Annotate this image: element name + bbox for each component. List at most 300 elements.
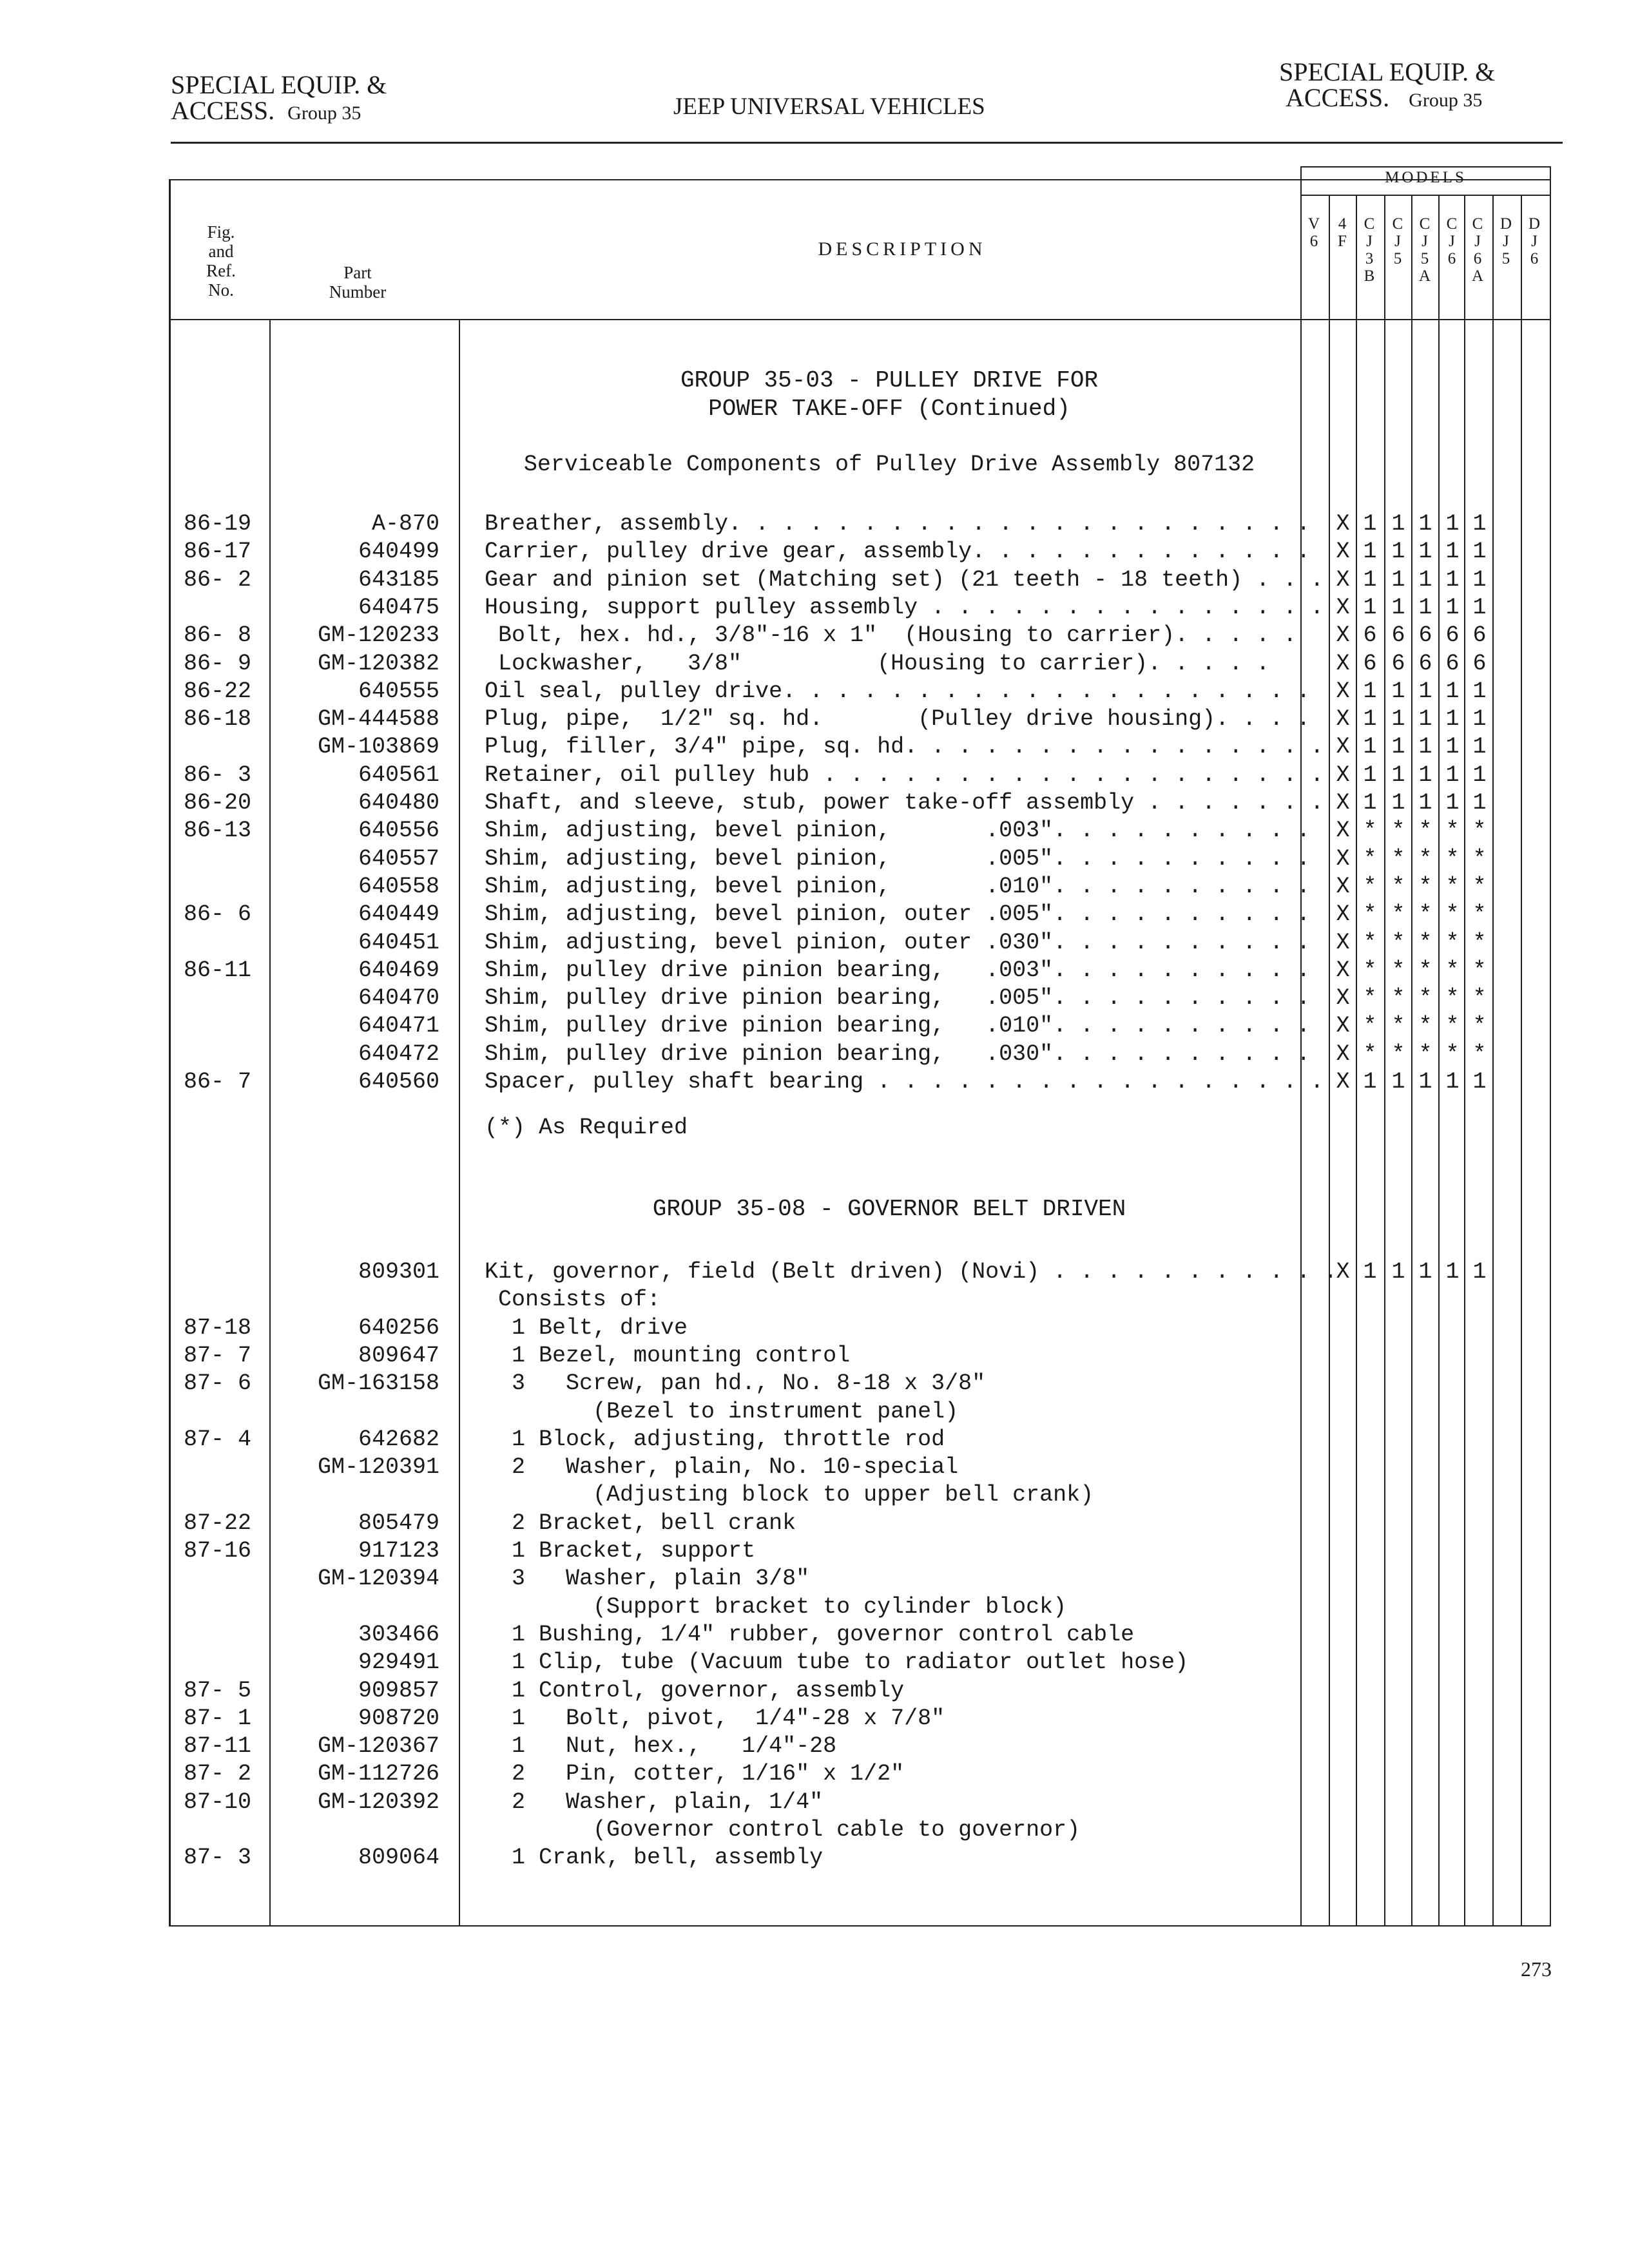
model-qty: * [1363,901,1377,928]
table-row [0,1843,1629,1872]
table-row [0,872,1629,901]
model-qty: * [1391,845,1405,872]
table-row [0,566,1629,594]
part-number: 640480 [358,790,439,816]
model-label: C J 3 B [1364,215,1375,285]
model-qty: * [1445,901,1460,928]
description: 1 Bolt, pivot, 1/4"-28 x 7/8" [485,1705,945,1731]
model-qty: 1 [1363,678,1377,704]
model-label: V 6 [1307,215,1320,250]
model-qty: 1 [1472,594,1487,620]
part-number: 809301 [358,1259,439,1285]
description: Plug, filler, 3/4" pipe, sq. hd. . . . . . . . . . . . . . . . [485,734,1324,760]
table-row [0,733,1629,761]
model-qty: 1 [1472,790,1487,816]
model-qty: 1 [1363,1259,1377,1285]
table-row [0,984,1629,1012]
model-qty: * [1418,1041,1432,1067]
model-qty: * [1391,929,1405,956]
part-number: 640470 [358,985,439,1012]
description: Shim, adjusting, bevel pinion, outer .005". . . . . . . . . . [485,901,1311,928]
part-number: A-870 [371,511,439,537]
model-qty: 1 [1363,762,1377,788]
description: 2 Pin, cotter, 1/16" x 1/2" [485,1761,905,1787]
model-qty: 1 [1363,539,1377,565]
part-number: 640561 [358,762,439,788]
model-qty: 1 [1363,790,1377,816]
part-number: 809647 [358,1342,439,1369]
table-row [0,761,1629,789]
description: Shim, pulley drive pinion bearing, .005". . . . . . . . . . [485,985,1311,1012]
table-row [0,1677,1629,1705]
header-center: JEEP UNIVERSAL VEHICLES [673,93,985,120]
description: (Governor control cable to governor) [485,1817,1081,1843]
part-number: GM-120394 [317,1566,439,1592]
description: 1 Crank, bell, assembly [485,1845,824,1871]
section1-title-line1: GROUP 35-03 - PULLEY DRIVE FOR [680,367,1099,394]
description: Shim, adjusting, bevel pinion, .005". . . . . . . . . . [485,845,1311,872]
model-qty: 1 [1445,594,1460,620]
model-label: D J 6 [1528,215,1541,267]
model-qty: X [1336,1041,1350,1067]
model-qty: X [1336,566,1350,593]
model-qty: 1 [1472,678,1487,704]
model-qty: 1 [1363,594,1377,620]
fig-ref: 86- 3 [184,762,252,788]
model-qty: * [1363,1013,1377,1039]
table-row [0,1341,1629,1370]
model-qty: * [1363,985,1377,1012]
description: Oil seal, pulley drive. . . . . . . . . . . . . . . . . . . . [485,678,1311,704]
table-row [0,1040,1629,1068]
table-row [0,1068,1629,1096]
model-qty: X [1336,957,1350,983]
model-qty: * [1472,901,1487,928]
description: 2 Washer, plain, 1/4" [485,1789,824,1815]
table-row [0,1509,1629,1537]
table-row [0,1285,1629,1314]
fig-ref-heading: Fig. and Ref. No. [206,222,236,300]
model-qty: 1 [1418,706,1432,733]
part-number: 929491 [358,1649,439,1676]
model-qty: * [1472,1041,1487,1067]
table-row [0,1816,1629,1844]
model-qty: X [1336,873,1350,899]
model-qty: 1 [1391,594,1405,620]
part-number: 640560 [358,1069,439,1095]
table-row [0,1648,1629,1677]
table-row [0,1012,1629,1040]
description: Spacer, pulley shaft bearing . . . . . . . . . . . . . . . . . [485,1069,1324,1095]
table-row [0,928,1629,957]
model-label: C J 6 [1446,215,1458,267]
model-qty: 1 [1445,566,1460,593]
description: Plug, pipe, 1/2" sq. hd. (Pulley drive housing). . . . [485,706,1311,733]
fig-ref: 86- 2 [184,566,252,593]
model-qty: 1 [1445,1259,1460,1285]
table-row [0,816,1629,845]
model-qty: 6 [1472,650,1487,677]
description: Lockwasher, 3/8" (Housing to carrier). . . . . [485,650,1270,677]
part-number: 640472 [358,1041,439,1067]
description: 1 Block, adjusting, throttle rod [485,1426,945,1452]
model-qty: 1 [1445,790,1460,816]
model-qty: * [1418,957,1432,983]
model-qty: * [1363,957,1377,983]
part-number: GM-120392 [317,1789,439,1815]
model-qty: 1 [1472,706,1487,733]
model-qty: X [1336,539,1350,565]
model-qty: 1 [1363,511,1377,537]
model-qty: 1 [1391,706,1405,733]
model-qty: * [1445,985,1460,1012]
part-number-heading: Part Number [329,263,387,302]
model-qty: * [1472,873,1487,899]
model-qty: * [1391,901,1405,928]
model-qty: 1 [1363,1069,1377,1095]
model-qty: 1 [1418,1259,1432,1285]
part-number: GM-120382 [317,650,439,677]
model-qty: * [1363,845,1377,872]
model-qty: 6 [1472,622,1487,649]
model-qty: X [1336,762,1350,788]
model-qty: * [1391,1041,1405,1067]
model-qty: 1 [1445,678,1460,704]
fig-ref: 87- 6 [184,1370,252,1397]
model-qty: 6 [1391,622,1405,649]
model-qty: 1 [1445,539,1460,565]
description: 1 Bracket, support [485,1538,756,1564]
description: Shim, pulley drive pinion bearing, .003". . . . . . . . . . [485,957,1311,983]
table-row [0,1760,1629,1788]
table-row [0,537,1629,566]
model-qty: 1 [1472,762,1487,788]
table-row [0,1564,1629,1593]
model-qty: X [1336,1259,1350,1285]
model-label: D J 5 [1499,215,1512,267]
fig-ref: 87-22 [184,1510,252,1536]
model-label: C J 6 A [1471,215,1484,285]
model-qty: * [1418,901,1432,928]
model-qty: X [1336,818,1350,844]
fig-ref: 87- 3 [184,1845,252,1871]
part-number: GM-112726 [317,1761,439,1787]
description: Gear and pinion set (Matching set) (21 teeth - 18 teeth) . . . [485,566,1324,593]
model-qty: * [1391,985,1405,1012]
model-qty: * [1445,845,1460,872]
model-qty: 1 [1391,566,1405,593]
model-qty: 1 [1418,511,1432,537]
model-qty: 1 [1363,734,1377,760]
model-qty: * [1363,873,1377,899]
model-label: 4 F [1338,215,1347,250]
part-number: 908720 [358,1705,439,1731]
description: Shim, adjusting, bevel pinion, outer .030". . . . . . . . . . [485,929,1311,956]
part-number: GM-120367 [317,1733,439,1760]
part-number: 640469 [358,957,439,983]
part-number: GM-444588 [317,706,439,733]
model-qty: * [1418,985,1432,1012]
model-qty: X [1336,734,1350,760]
part-number: 642682 [358,1426,439,1452]
model-qty: X [1336,706,1350,733]
model-qty: X [1336,790,1350,816]
part-number: GM-163158 [317,1370,439,1397]
header-right-line1: SPECIAL EQUIP. & [1279,57,1496,86]
model-qty: 6 [1445,650,1460,677]
fig-ref: 87- 5 [184,1677,252,1704]
description: 2 Washer, plain, No. 10-special [485,1454,959,1481]
description: 1 Nut, hex., 1/4"-28 [485,1733,837,1760]
table-row [0,1425,1629,1454]
part-number: 640558 [358,873,439,899]
fig-ref: 86-19 [184,511,252,537]
model-label: C J 5 [1392,215,1403,267]
table-row [0,1732,1629,1760]
fig-ref: 87- 7 [184,1342,252,1369]
fig-ref: 86-11 [184,957,252,983]
model-qty: 1 [1418,539,1432,565]
table-row [0,621,1629,649]
table-row [0,1593,1629,1621]
model-qty: * [1472,985,1487,1012]
description: Housing, support pulley assembly . . . . . . . . . . . . . . . [485,594,1324,620]
table-row [0,705,1629,733]
part-number: GM-120233 [317,622,439,649]
model-qty: 1 [1391,762,1405,788]
fig-ref: 86-17 [184,539,252,565]
model-qty: * [1445,1013,1460,1039]
part-number: 640499 [358,539,439,565]
description: 3 Washer, plain 3/8" [485,1566,810,1592]
description: 1 Control, governor, assembly [485,1677,905,1704]
model-qty: * [1363,1041,1377,1067]
table-row [0,1314,1629,1342]
description: 1 Clip, tube (Vacuum tube to radiator outlet hose) [485,1649,1189,1676]
table-row [0,845,1629,873]
part-number: 640449 [358,901,439,928]
model-qty: 6 [1418,622,1432,649]
fig-ref: 86-13 [184,818,252,844]
model-qty: 1 [1472,734,1487,760]
model-qty: * [1418,1013,1432,1039]
model-qty: * [1472,818,1487,844]
model-qty: X [1336,1069,1350,1095]
table-row [0,1481,1629,1509]
model-qty: X [1336,901,1350,928]
description: Shim, pulley drive pinion bearing, .010". . . . . . . . . . [485,1013,1311,1039]
table-row [0,1788,1629,1816]
header-rule [171,142,1563,144]
table-row [0,1258,1629,1286]
description: Shim, adjusting, bevel pinion, .010". . . . . . . . . . [485,873,1311,899]
model-qty: X [1336,594,1350,620]
model-qty: X [1336,511,1350,537]
model-qty: X [1336,650,1350,677]
model-qty: 1 [1391,1069,1405,1095]
description: (Bezel to instrument panel) [485,1398,959,1425]
part-number: 303466 [358,1621,439,1648]
model-qty: 1 [1418,566,1432,593]
description: 2 Bracket, bell crank [485,1510,796,1536]
row-rule [169,319,1551,320]
description: Breather, assembly. . . . . . . . . . . . . . . . . . . . . . [485,511,1311,537]
model-qty: 1 [1472,1069,1487,1095]
table-row [0,1537,1629,1565]
model-qty: 6 [1445,622,1460,649]
description-heading: DESCRIPTION [818,238,987,260]
model-qty: * [1472,929,1487,956]
description: 1 Bezel, mounting control [485,1342,851,1369]
header-right-group: Group 35 [1409,90,1483,111]
header-left-group: Group 35 [287,102,361,124]
fig-ref: 87- 1 [184,1705,252,1731]
model-qty: 1 [1472,1259,1487,1285]
header-left-line2: ACCESS. [171,96,275,125]
part-number: 640471 [358,1013,439,1039]
model-qty: 1 [1418,678,1432,704]
table-row [0,510,1629,538]
table-row [0,1369,1629,1398]
table-row [0,1704,1629,1733]
model-qty: 1 [1391,734,1405,760]
part-number: 640256 [358,1314,439,1341]
part-number: 640475 [358,594,439,620]
header-left [171,72,387,126]
fig-ref: 86- 6 [184,901,252,928]
table-row [0,677,1629,706]
part-number: 809064 [358,1845,439,1871]
model-qty: * [1418,873,1432,899]
table-row [0,649,1629,678]
model-qty: * [1391,818,1405,844]
part-number: GM-120391 [317,1454,439,1481]
description: 3 Screw, pan hd., No. 8-18 x 3/8" [485,1370,986,1397]
model-qty: 1 [1418,762,1432,788]
description: Kit, governor, field (Belt driven) (Novi) . . . . . . . . . . . [485,1259,1338,1285]
fig-ref: 86-18 [184,706,252,733]
model-qty: 1 [1445,1069,1460,1095]
row-rule [1300,166,1551,168]
model-qty: 1 [1391,678,1405,704]
table-row [0,900,1629,928]
table-row [0,1453,1629,1481]
part-number: 805479 [358,1510,439,1536]
model-qty: * [1445,1041,1460,1067]
header-right [1279,59,1495,113]
description: Retainer, oil pulley hub . . . . . . . . . . . . . . . . . . . [485,762,1324,788]
model-qty: 6 [1391,650,1405,677]
fig-ref: 86-20 [184,790,252,816]
table-row [0,956,1629,985]
description: 1 Belt, drive [485,1314,688,1341]
model-qty: * [1445,873,1460,899]
model-qty: * [1472,1013,1487,1039]
model-qty: 1 [1391,539,1405,565]
model-qty: 6 [1418,650,1432,677]
model-qty: * [1391,1013,1405,1039]
model-qty: X [1336,1013,1350,1039]
model-qty: X [1336,678,1350,704]
description: Consists of: [485,1287,661,1313]
header-left-line1: SPECIAL EQUIP. & [171,70,387,99]
model-qty: * [1418,845,1432,872]
table-row [0,1398,1629,1426]
fig-ref: 87- 2 [184,1761,252,1787]
description: Carrier, pulley drive gear, assembly. . . . . . . . . . . . . [485,539,1311,565]
model-qty: 1 [1391,511,1405,537]
model-qty: * [1472,957,1487,983]
description: (Support bracket to cylinder block) [485,1593,1067,1620]
model-qty: 1 [1418,1069,1432,1095]
model-qty: * [1445,957,1460,983]
description: 1 Bushing, 1/4" rubber, governor control cable [485,1621,1135,1648]
model-qty: 1 [1363,566,1377,593]
fig-ref: 86- 7 [184,1069,252,1095]
fig-ref: 86- 8 [184,622,252,649]
fig-ref: 87-16 [184,1538,252,1564]
part-number: 640556 [358,818,439,844]
description: Shaft, and sleeve, stub, power take-off assembly . . . . . . . [485,790,1324,816]
model-qty: 1 [1418,790,1432,816]
model-qty: X [1336,929,1350,956]
section2-title: GROUP 35-08 - GOVERNOR BELT DRIVEN [652,1196,1126,1222]
part-number: 640557 [358,845,439,872]
model-qty: * [1391,957,1405,983]
model-qty: * [1363,929,1377,956]
model-qty: 1 [1363,706,1377,733]
part-number: 917123 [358,1538,439,1564]
model-qty: 1 [1445,734,1460,760]
model-qty: 1 [1472,566,1487,593]
model-qty: * [1445,818,1460,844]
header-right-line2: ACCESS. [1286,83,1390,112]
table-row [0,593,1629,622]
row-rule [1300,195,1551,196]
model-qty: 1 [1445,706,1460,733]
model-qty: 6 [1363,650,1377,677]
part-number: 909857 [358,1677,439,1704]
section1-title-line2: POWER TAKE-OFF (Continued) [708,396,1070,422]
footnote: (*) As Required [485,1115,688,1140]
model-qty: 1 [1418,594,1432,620]
model-qty: * [1418,929,1432,956]
model-qty: X [1336,845,1350,872]
model-qty: X [1336,985,1350,1012]
section1-subtitle: Serviceable Components of Pulley Drive Assembly 807132 [523,452,1255,477]
table-row [0,789,1629,817]
table-row [0,1620,1629,1649]
description: (Adjusting block to upper bell crank) [485,1482,1094,1508]
fig-ref: 86- 9 [184,650,252,677]
model-qty: 1 [1418,734,1432,760]
part-number: 640555 [358,678,439,704]
page-number: 273 [1521,1957,1552,1981]
model-qty: * [1472,845,1487,872]
fig-ref: 87-11 [184,1733,252,1760]
fig-ref: 87-18 [184,1314,252,1341]
fig-ref: 87- 4 [184,1426,252,1452]
description: Shim, adjusting, bevel pinion, .003". . . . . . . . . . [485,818,1311,844]
model-qty: 1 [1472,511,1487,537]
model-qty: * [1418,818,1432,844]
model-qty: 1 [1445,762,1460,788]
model-qty: X [1336,622,1350,649]
model-qty: 6 [1363,622,1377,649]
model-qty: 1 [1391,790,1405,816]
model-label: C J 5 A [1418,215,1431,285]
part-number: GM-103869 [317,734,439,760]
